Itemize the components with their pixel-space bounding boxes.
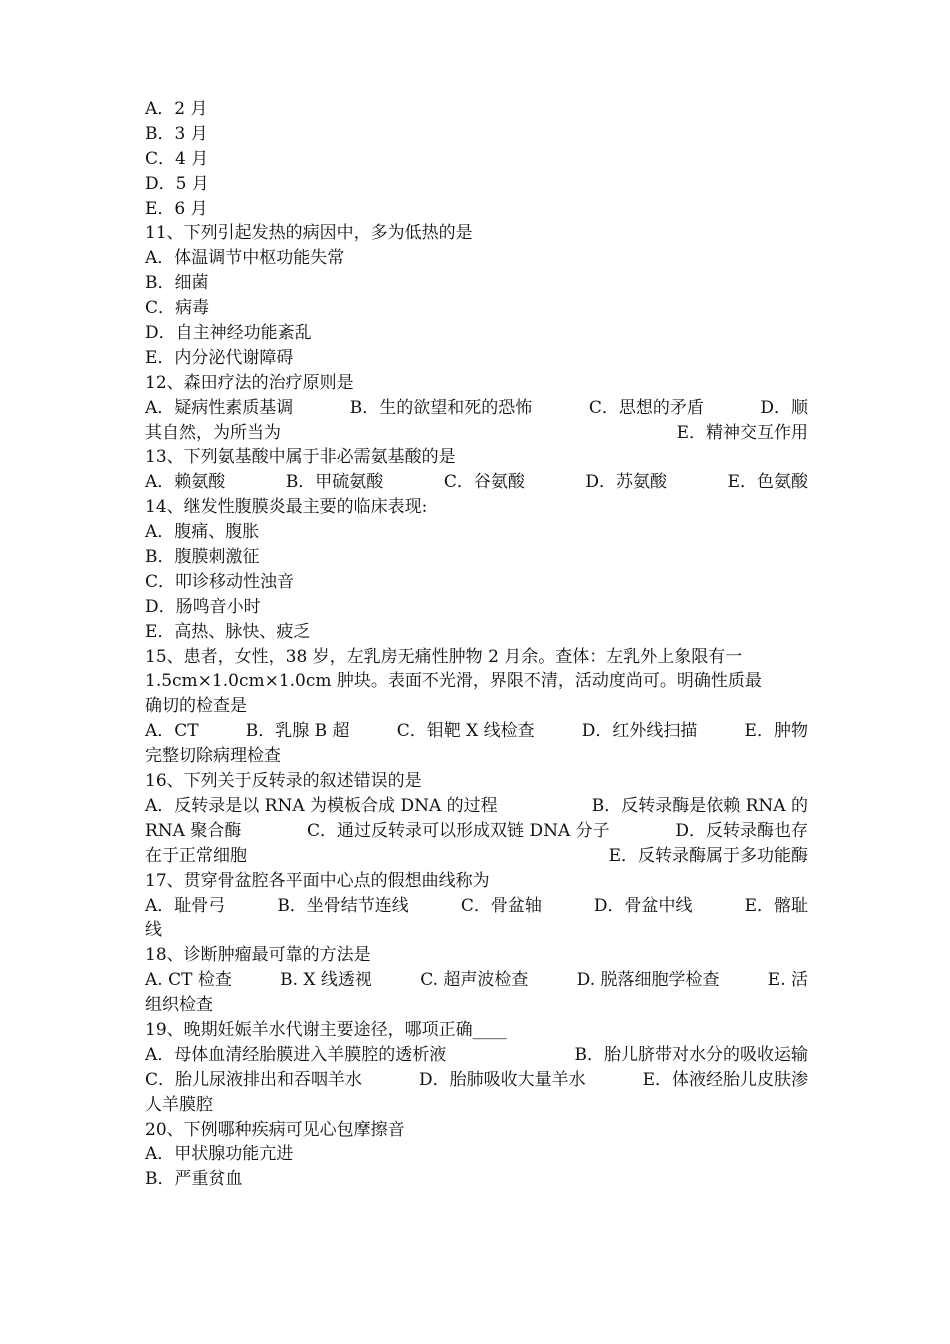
- text-line: 人羊膜腔: [145, 1094, 213, 1115]
- text-line: [145, 819, 808, 844]
- text-line: C．4 月: [145, 148, 209, 169]
- text-line: D．5 月: [145, 173, 209, 194]
- text-line: 18、诊断肿瘤最可靠的方法是: [145, 945, 371, 966]
- text-line: 19、晚期妊娠羊水代谢主要途径，哪项正确____: [145, 1019, 507, 1040]
- text-line: A．2 月: [145, 99, 208, 119]
- text-line: [145, 396, 808, 421]
- text-line: 20、下例哪种疾病可见心包摩擦音: [145, 1119, 405, 1140]
- text-line: 13、下列氨基酸中属于非必需氨基酸的是: [145, 447, 456, 468]
- option-segment: B．乳腺 B 超: [245, 721, 350, 742]
- text-line: 17、贯穿骨盆腔各平面中心点的假想曲线称为: [145, 870, 490, 891]
- text-line: E．高热、脉快、疲乏: [145, 621, 311, 642]
- option-segment: E．反转录酶属于多功能酶: [608, 845, 808, 866]
- text-line: E．内分泌代谢障碍: [145, 347, 294, 368]
- text-line: [145, 794, 808, 819]
- option-segment: C．骨盆轴: [460, 895, 542, 916]
- option-segment: A．反转录是以 RNA 为模板合成 DNA 的过程: [145, 795, 498, 816]
- text-line: D．自主神经功能紊乱: [145, 323, 312, 344]
- option-segment: D．骨盆中线: [593, 895, 693, 916]
- option-segment: A．赖氨酸: [145, 472, 226, 493]
- option-segment: E．肿物: [744, 721, 808, 742]
- option-segment: B．坐骨结节连线: [277, 895, 409, 916]
- text-line: C．叩诊移动性浊音: [145, 571, 295, 592]
- text-line: E．6 月: [145, 198, 208, 219]
- option-segment: E．体液经胎儿皮肤渗: [642, 1069, 808, 1090]
- text-line: [145, 844, 808, 869]
- text-line: 14、继发性腹膜炎最主要的临床表现:: [145, 497, 428, 518]
- option-segment: A．母体血清经胎膜进入羊膜腔的透析液: [145, 1044, 447, 1065]
- option-segment: B．胎儿脐带对水分的吸收运输: [574, 1044, 808, 1065]
- text-line: A．腹痛、腹胀: [145, 522, 260, 543]
- text-line: 11、下列引起发热的病因中，多为低热的是: [145, 223, 473, 244]
- text-line: [145, 1043, 808, 1068]
- option-segment: C. 超声波检查: [420, 970, 529, 991]
- text-line: B．腹膜刺激征: [145, 547, 260, 568]
- option-segment: C．钼靶 X 线检查: [396, 721, 535, 742]
- text-line: 12、森田疗法的治疗原则是: [145, 372, 354, 393]
- option-segment: E．髂耻: [744, 895, 808, 916]
- option-segment: A．CT: [145, 721, 199, 742]
- text-line: [145, 968, 808, 993]
- option-segment: B．甲硫氨酸: [285, 472, 384, 493]
- option-segment: RNA 聚合酶: [145, 820, 242, 841]
- text-line: 15、患者，女性，38 岁，左乳房无痛性肿物 2 月余。查体：左乳外上象限有一: [145, 646, 743, 667]
- option-segment: D．红外线扫描: [581, 721, 698, 742]
- option-segment: B．反转录酶是依赖 RNA 的: [591, 795, 808, 816]
- option-segment: A．耻骨弓: [145, 895, 226, 916]
- text-line: 线: [145, 920, 162, 941]
- option-segment: E．色氨酸: [727, 472, 808, 493]
- option-segment: D. 脱落细胞学检查: [576, 970, 720, 991]
- option-segment: E．精神交互作用: [676, 422, 808, 443]
- option-segment: A. CT 检查: [145, 970, 232, 991]
- option-segment: C．胎儿尿液排出和吞咽羊水: [145, 1069, 363, 1090]
- text-line: A．体温调节中枢功能失常: [145, 248, 345, 269]
- text-line: 1.5cm×1.0cm×1.0cm 肿块。表面不光滑，界限不清，活动度尚可。明确性质最: [145, 671, 762, 692]
- text-line: [145, 470, 808, 495]
- text-line: [145, 894, 808, 919]
- option-segment: B. X 线透视: [280, 970, 372, 991]
- text-line: B．3 月: [145, 123, 208, 144]
- text-line: [145, 719, 808, 744]
- text-line: C．病毒: [145, 298, 210, 319]
- option-segment: C．思想的矛盾: [588, 397, 704, 418]
- option-segment: A．疑病性素质基调: [145, 397, 294, 418]
- text-line: [145, 421, 808, 446]
- text-line: B．严重贫血: [145, 1169, 243, 1190]
- option-segment: D．反转录酶也存: [675, 820, 808, 841]
- option-segment: D．苏氨酸: [585, 472, 668, 493]
- option-segment: C．谷氨酸: [443, 472, 525, 493]
- option-segment: C．通过反转录可以形成双链 DNA 分子: [307, 820, 610, 841]
- option-segment: 其自然，为所当为: [145, 422, 281, 443]
- option-segment: E. 活: [767, 970, 808, 991]
- text-line: [145, 1068, 808, 1093]
- text-line: 确切的检查是: [145, 696, 247, 717]
- document-page: [145, 97, 808, 1192]
- option-segment: D．顺: [760, 397, 808, 418]
- text-line: B．细菌: [145, 273, 209, 294]
- option-segment: D．胎肺吸收大量羊水: [418, 1069, 586, 1090]
- text-line: 组织检查: [145, 995, 213, 1016]
- text-line: 16、下列关于反转录的叙述错误的是: [145, 771, 422, 792]
- text-line: A．甲状腺功能亢进: [145, 1144, 294, 1165]
- text-line: D．肠鸣音小时: [145, 596, 261, 617]
- option-segment: 在于正常细胞: [145, 845, 247, 866]
- text-line: 完整切除病理检查: [145, 746, 281, 767]
- option-segment: B．生的欲望和死的恐怖: [349, 397, 533, 418]
